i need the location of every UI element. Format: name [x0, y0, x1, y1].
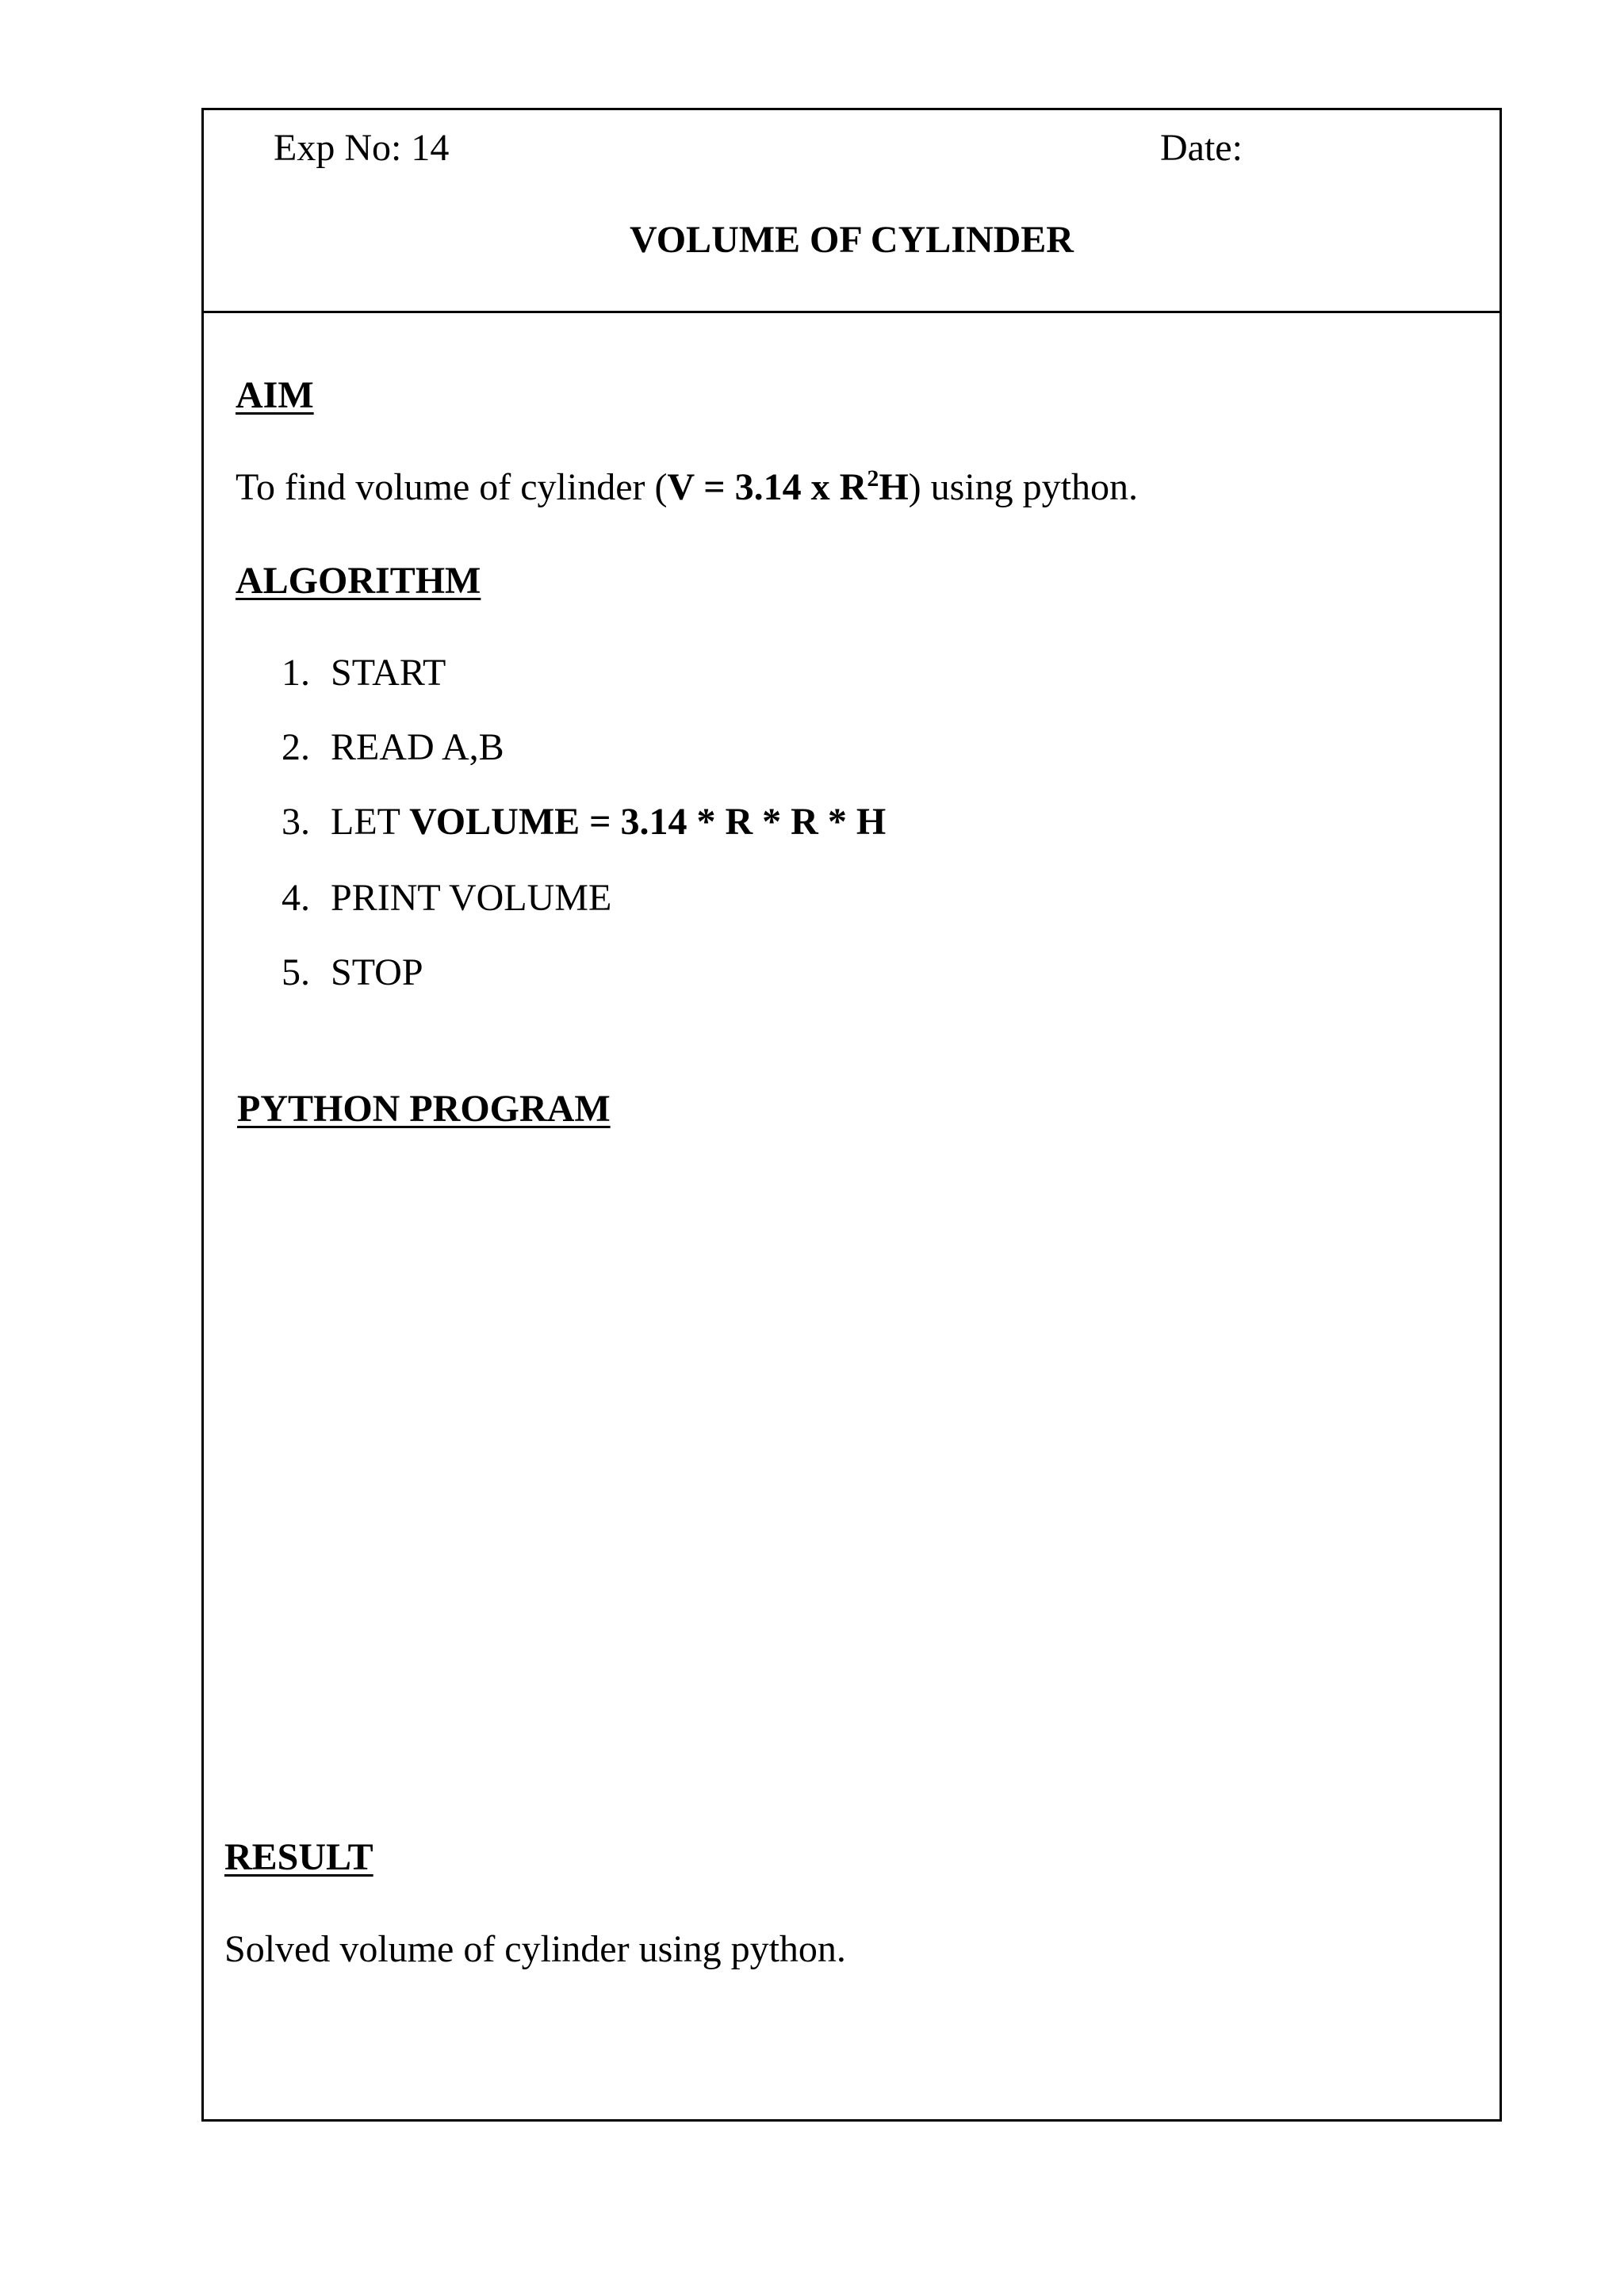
aim-text [236, 464, 1138, 511]
step-formula: VOLUME = 3.14 * R * R * H [409, 801, 887, 843]
aim-formula-main: V = 3.14 x R [667, 466, 868, 508]
aim-text-after: ) using python. [908, 466, 1138, 508]
step-number: 4. [282, 877, 310, 919]
step-text: LET [331, 801, 410, 843]
program-area [236, 1149, 1468, 1846]
step-number: 5. [282, 951, 310, 993]
result-heading: RESULT [224, 1836, 373, 1878]
step-number: 3. [282, 801, 310, 843]
page-title: VOLUME OF CYLINDER [630, 219, 1074, 261]
step-text: PRINT VOLUME [331, 877, 612, 919]
header-box [204, 110, 1500, 313]
date-label: Date: [1160, 127, 1243, 169]
algorithm-step [282, 949, 423, 997]
algorithm-step [282, 874, 611, 922]
aim-formula-end: H [879, 466, 909, 508]
step-number: 2. [282, 726, 310, 768]
step-text: STOP [331, 951, 423, 993]
result-text: Solved volume of cylinder using python. [224, 1928, 846, 1970]
algorithm-step [282, 649, 446, 697]
aim-heading: AIM [236, 374, 314, 416]
page-frame [201, 108, 1502, 2122]
algorithm-heading: ALGORITHM [236, 560, 481, 602]
experiment-number: Exp No: 14 [274, 127, 450, 169]
algorithm-step [282, 798, 886, 846]
aim-formula-superscript: 2 [867, 465, 879, 492]
step-text: READ A,B [331, 726, 504, 768]
step-text: START [331, 652, 446, 694]
step-number: 1. [282, 652, 310, 694]
aim-text-before: To find volume of cylinder ( [236, 466, 668, 508]
python-program-heading: PYTHON PROGRAM [237, 1088, 611, 1130]
aim-formula [668, 466, 909, 508]
algorithm-step [282, 724, 504, 771]
